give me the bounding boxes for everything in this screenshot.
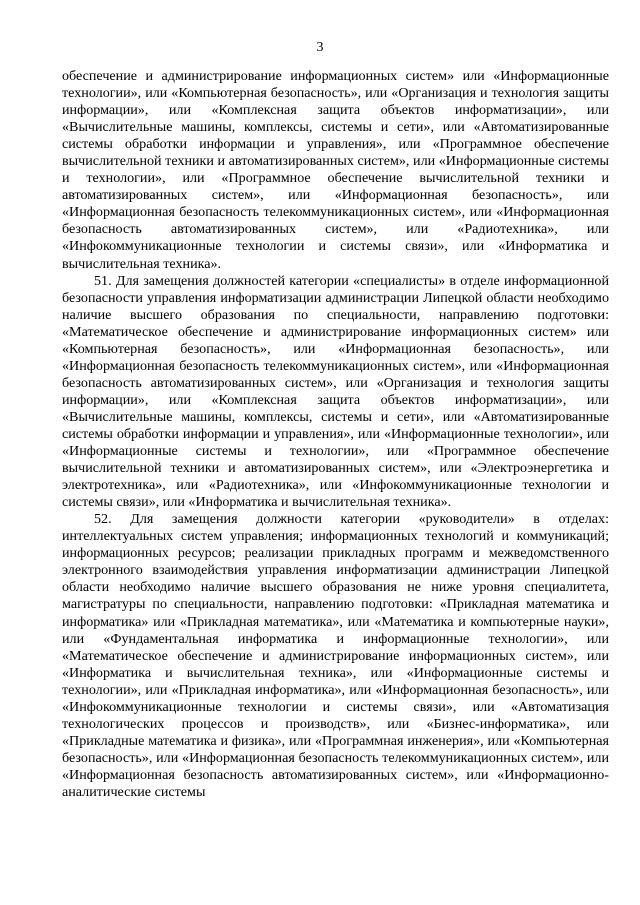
paragraph-continuation: обеспечение и администрирование информационных систем» или «Информационные технологии», или «Компьютерная безопасность», или «Организация и технология защиты информации», или «Комплексная защита объектов информатизации», или «Вычислительные машины, комплексы, системы и сети», или «Автоматизированные системы обработки информации и управления», или «Программное обеспечение вычислительной техники и автоматизированных систем», или «Информационные системы и технологии», или «Программное обеспечение вычислительной техники и автоматизированных систем», или «Информационная безопасность», или «Информационная безопасность телекоммуникационных систем», или «Информационная безопасность автоматизированных систем», или «Радиотехника», или «Инфокоммуникационные технологии и системы связи», или «Информатика и вычислительная техника».	[62, 68, 609, 272]
paragraph-52: 52. Для замещения должности категории «руководители» в отделах: интеллектуальных систем управления; информационных технологий и коммуникаций; информационных ресурсов; реализации прикладных программ и межведомственного электронного взаимодействия управления информатизации администрации Липецкой области необходимо наличие высшего образования не ниже уровня специалитета, магистратуры по специальности, направлению подготовки: «Прикладная математика и информатика» или «Прикладная математика», или «Математика и компьютерные науки», или «Фундаментальная информатика и информационные технологии», или «Математическое обеспечение и администрирование информационных систем», или «Информатика и вычислительная техника», или «Информационные системы и технологии», или «Прикладная информатика», или «Информационная безопасность», или «Инфокоммуникационные технологии и системы связи», или «Автоматизация технологических процессов и производств», или «Бизнес-информатика», или «Прикладные математика и физика», или «Программная инженерия», или «Компьютерная безопасность», или «Информационная безопасность телекоммуникационных систем», или «Информационная безопасность автоматизированных систем», или «Информационно-аналитические системы	[62, 511, 609, 800]
page-number: 3	[316, 40, 324, 55]
paragraph-51: 51. Для замещения должностей категории «специалисты» в отделе информационной безопасности управления информатизации администрации Липецкой области необходимо наличие высшего образования по специальности, направлению подготовки: «Математическое обеспечение и администрирование информационных систем» или «Компьютерная безопасность», или «Информационная безопасность», или «Информационная безопасность телекоммуникационных систем», или «Информационная безопасность автоматизированных систем», или «Организация и технология защиты информации», или «Комплексная защита объектов информатизации», или «Вычислительные машины, комплексы, системы и сети», или «Автоматизированные системы обработки информации и управления», или «Информационные технологии», или «Информационные системы и технологии», или «Программное обеспечение вычислительной техники и автоматизированных систем», или «Электроэнергетика и электротехника», или «Радиотехника», или «Инфокоммуникационные технологии и системы связи», или «Информатика и вычислительная техника».	[62, 272, 609, 511]
document-body	[62, 68, 609, 801]
